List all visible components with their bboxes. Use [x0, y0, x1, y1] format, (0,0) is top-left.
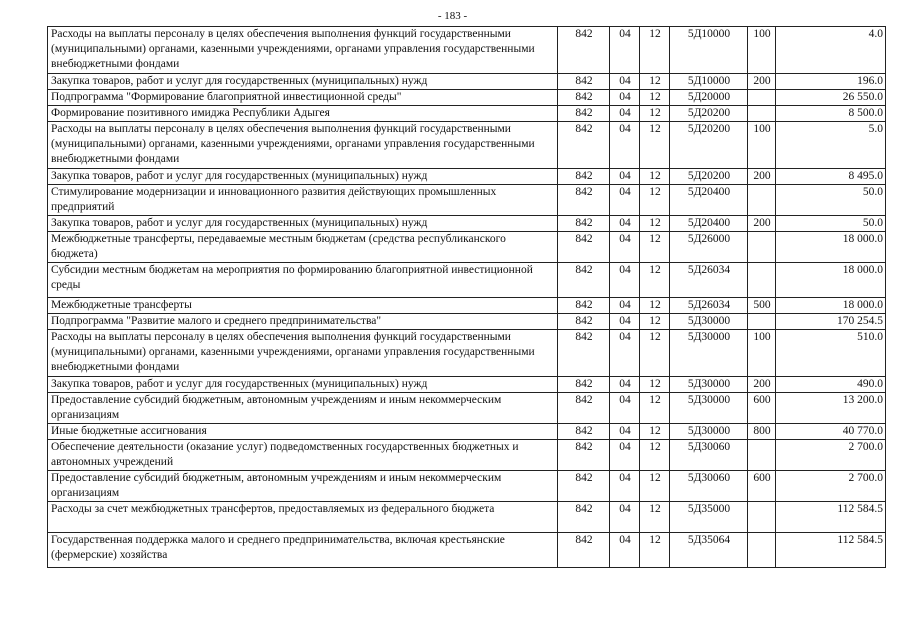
row-subsection-code: 12	[640, 27, 670, 74]
row-ministry-code: 842	[558, 330, 610, 377]
row-target-article: 5Д30000	[670, 314, 748, 330]
row-section-code: 04	[610, 74, 640, 90]
row-amount: 8 500.0	[776, 106, 886, 122]
row-subsection-code: 12	[640, 533, 670, 568]
row-name: Обеспечение деятельности (оказание услуг) подведомственных государственных бюджетных и автономных учреждений	[48, 440, 558, 471]
row-name: Стимулирование модернизации и инновационного развития действующих промышленных предприятий	[48, 185, 558, 216]
table-row	[48, 424, 886, 440]
row-subsection-code: 12	[640, 216, 670, 232]
row-expense-type	[748, 90, 776, 106]
budget-table	[47, 26, 886, 568]
table-row	[48, 533, 886, 568]
row-name: Закупка товаров, работ и услуг для государственных (муниципальных) нужд	[48, 169, 558, 185]
budget-table-body	[48, 27, 886, 568]
row-target-article: 5Д26000	[670, 232, 748, 263]
row-subsection-code: 12	[640, 263, 670, 298]
row-name: Закупка товаров, работ и услуг для государственных (муниципальных) нужд	[48, 377, 558, 393]
row-target-article: 5Д20200	[670, 122, 748, 169]
row-subsection-code: 12	[640, 502, 670, 533]
row-expense-type	[748, 232, 776, 263]
row-amount: 510.0	[776, 330, 886, 377]
row-section-code: 04	[610, 169, 640, 185]
row-subsection-code: 12	[640, 185, 670, 216]
row-section-code: 04	[610, 533, 640, 568]
row-amount: 40 770.0	[776, 424, 886, 440]
table-row	[48, 74, 886, 90]
table-row	[48, 216, 886, 232]
row-name: Расходы на выплаты персоналу в целях обеспечения выполнения функций государственными (муниципальными) органами, казенными учреждениями, органами управления государственными внебюджетными фондами	[48, 330, 558, 377]
row-name: Предоставление субсидий бюджетным, автономным учреждениям и иным некоммерческим организациям	[48, 393, 558, 424]
row-expense-type	[748, 263, 776, 298]
row-section-code: 04	[610, 122, 640, 169]
row-amount: 2 700.0	[776, 471, 886, 502]
row-target-article: 5Д35000	[670, 502, 748, 533]
row-target-article: 5Д30060	[670, 440, 748, 471]
row-amount: 490.0	[776, 377, 886, 393]
row-ministry-code: 842	[558, 216, 610, 232]
row-name: Субсидии местным бюджетам на мероприятия по формированию благоприятной инвестиционной среды	[48, 263, 558, 298]
row-expense-type: 100	[748, 330, 776, 377]
row-ministry-code: 842	[558, 440, 610, 471]
row-section-code: 04	[610, 393, 640, 424]
table-row	[48, 27, 886, 74]
row-expense-type: 800	[748, 424, 776, 440]
table-row	[48, 440, 886, 471]
row-ministry-code: 842	[558, 74, 610, 90]
row-section-code: 04	[610, 314, 640, 330]
row-ministry-code: 842	[558, 393, 610, 424]
row-subsection-code: 12	[640, 169, 670, 185]
row-section-code: 04	[610, 424, 640, 440]
table-row	[48, 90, 886, 106]
row-amount: 18 000.0	[776, 232, 886, 263]
row-name: Формирование позитивного имиджа Республики Адыгея	[48, 106, 558, 122]
row-subsection-code: 12	[640, 298, 670, 314]
row-target-article: 5Д30060	[670, 471, 748, 502]
row-ministry-code: 842	[558, 106, 610, 122]
table-row	[48, 314, 886, 330]
row-target-article: 5Д10000	[670, 27, 748, 74]
row-name: Подпрограмма "Формирование благоприятной инвестиционной среды"	[48, 90, 558, 106]
row-target-article: 5Д20200	[670, 169, 748, 185]
row-target-article: 5Д30000	[670, 330, 748, 377]
table-row	[48, 502, 886, 533]
row-target-article: 5Д35064	[670, 533, 748, 568]
row-amount: 170 254.5	[776, 314, 886, 330]
row-amount: 5.0	[776, 122, 886, 169]
row-amount: 4.0	[776, 27, 886, 74]
row-ministry-code: 842	[558, 232, 610, 263]
row-subsection-code: 12	[640, 393, 670, 424]
row-expense-type	[748, 314, 776, 330]
row-expense-type: 200	[748, 74, 776, 90]
row-amount: 18 000.0	[776, 263, 886, 298]
row-ministry-code: 842	[558, 185, 610, 216]
row-ministry-code: 842	[558, 533, 610, 568]
row-expense-type	[748, 440, 776, 471]
table-row	[48, 263, 886, 298]
row-section-code: 04	[610, 27, 640, 74]
row-subsection-code: 12	[640, 74, 670, 90]
row-name: Предоставление субсидий бюджетным, автономным учреждениям и иным некоммерческим организациям	[48, 471, 558, 502]
row-expense-type	[748, 502, 776, 533]
row-target-article: 5Д20400	[670, 216, 748, 232]
row-section-code: 04	[610, 330, 640, 377]
row-name: Подпрограмма "Развитие малого и среднего предпринимательства"	[48, 314, 558, 330]
row-target-article: 5Д20400	[670, 185, 748, 216]
table-row	[48, 169, 886, 185]
row-section-code: 04	[610, 502, 640, 533]
row-amount: 50.0	[776, 216, 886, 232]
row-subsection-code: 12	[640, 330, 670, 377]
row-target-article: 5Д26034	[670, 298, 748, 314]
row-subsection-code: 12	[640, 122, 670, 169]
row-amount: 18 000.0	[776, 298, 886, 314]
table-row	[48, 106, 886, 122]
row-ministry-code: 842	[558, 298, 610, 314]
row-section-code: 04	[610, 90, 640, 106]
row-subsection-code: 12	[640, 232, 670, 263]
row-expense-type: 600	[748, 471, 776, 502]
row-target-article: 5Д26034	[670, 263, 748, 298]
row-amount: 8 495.0	[776, 169, 886, 185]
row-subsection-code: 12	[640, 377, 670, 393]
row-target-article: 5Д30000	[670, 393, 748, 424]
row-name: Расходы за счет межбюджетных трансфертов, предоставляемых из федерального бюджета	[48, 502, 558, 533]
row-ministry-code: 842	[558, 502, 610, 533]
table-row	[48, 471, 886, 502]
row-section-code: 04	[610, 232, 640, 263]
row-amount: 26 550.0	[776, 90, 886, 106]
table-row	[48, 393, 886, 424]
table-row	[48, 330, 886, 377]
row-expense-type: 100	[748, 27, 776, 74]
row-expense-type: 200	[748, 216, 776, 232]
row-subsection-code: 12	[640, 314, 670, 330]
row-ministry-code: 842	[558, 377, 610, 393]
row-subsection-code: 12	[640, 106, 670, 122]
row-section-code: 04	[610, 216, 640, 232]
row-expense-type	[748, 106, 776, 122]
table-row	[48, 377, 886, 393]
row-name: Закупка товаров, работ и услуг для государственных (муниципальных) нужд	[48, 216, 558, 232]
row-ministry-code: 842	[558, 169, 610, 185]
row-ministry-code: 842	[558, 314, 610, 330]
row-amount: 196.0	[776, 74, 886, 90]
row-ministry-code: 842	[558, 27, 610, 74]
row-expense-type: 200	[748, 377, 776, 393]
table-row	[48, 185, 886, 216]
row-target-article: 5Д20000	[670, 90, 748, 106]
row-expense-type	[748, 185, 776, 216]
row-section-code: 04	[610, 298, 640, 314]
row-name: Закупка товаров, работ и услуг для государственных (муниципальных) нужд	[48, 74, 558, 90]
row-ministry-code: 842	[558, 424, 610, 440]
row-target-article: 5Д10000	[670, 74, 748, 90]
row-subsection-code: 12	[640, 90, 670, 106]
row-section-code: 04	[610, 185, 640, 216]
page-number: - 183 -	[437, 10, 468, 22]
row-subsection-code: 12	[640, 471, 670, 502]
row-expense-type: 100	[748, 122, 776, 169]
row-subsection-code: 12	[640, 440, 670, 471]
row-expense-type: 500	[748, 298, 776, 314]
row-section-code: 04	[610, 263, 640, 298]
row-amount: 50.0	[776, 185, 886, 216]
row-expense-type	[748, 533, 776, 568]
row-target-article: 5Д30000	[670, 424, 748, 440]
row-subsection-code: 12	[640, 424, 670, 440]
row-section-code: 04	[610, 471, 640, 502]
row-ministry-code: 842	[558, 122, 610, 169]
row-name: Государственная поддержка малого и среднего предпринимательства, включая крестьянские (фермерские) хозяйства	[48, 533, 558, 568]
row-ministry-code: 842	[558, 263, 610, 298]
row-target-article: 5Д20200	[670, 106, 748, 122]
row-name: Межбюджетные трансферты, передаваемые местным бюджетам (средства республиканского бюджета)	[48, 232, 558, 263]
table-row	[48, 122, 886, 169]
row-amount: 112 584.5	[776, 533, 886, 568]
table-row	[48, 232, 886, 263]
row-section-code: 04	[610, 106, 640, 122]
row-name: Расходы на выплаты персоналу в целях обеспечения выполнения функций государственными (муниципальными) органами, казенными учреждениями, органами управления государственными внебюджетными фондами	[48, 27, 558, 74]
row-expense-type: 200	[748, 169, 776, 185]
row-ministry-code: 842	[558, 90, 610, 106]
row-amount: 112 584.5	[776, 502, 886, 533]
row-name: Расходы на выплаты персоналу в целях обеспечения выполнения функций государственными (муниципальными) органами, казенными учреждениями, органами управления государственными внебюджетными фондами	[48, 122, 558, 169]
row-ministry-code: 842	[558, 471, 610, 502]
row-amount: 13 200.0	[776, 393, 886, 424]
row-target-article: 5Д30000	[670, 377, 748, 393]
row-name: Межбюджетные трансферты	[48, 298, 558, 314]
row-expense-type: 600	[748, 393, 776, 424]
row-section-code: 04	[610, 440, 640, 471]
row-section-code: 04	[610, 377, 640, 393]
row-amount: 2 700.0	[776, 440, 886, 471]
row-name: Иные бюджетные ассигнования	[48, 424, 558, 440]
table-row	[48, 298, 886, 314]
